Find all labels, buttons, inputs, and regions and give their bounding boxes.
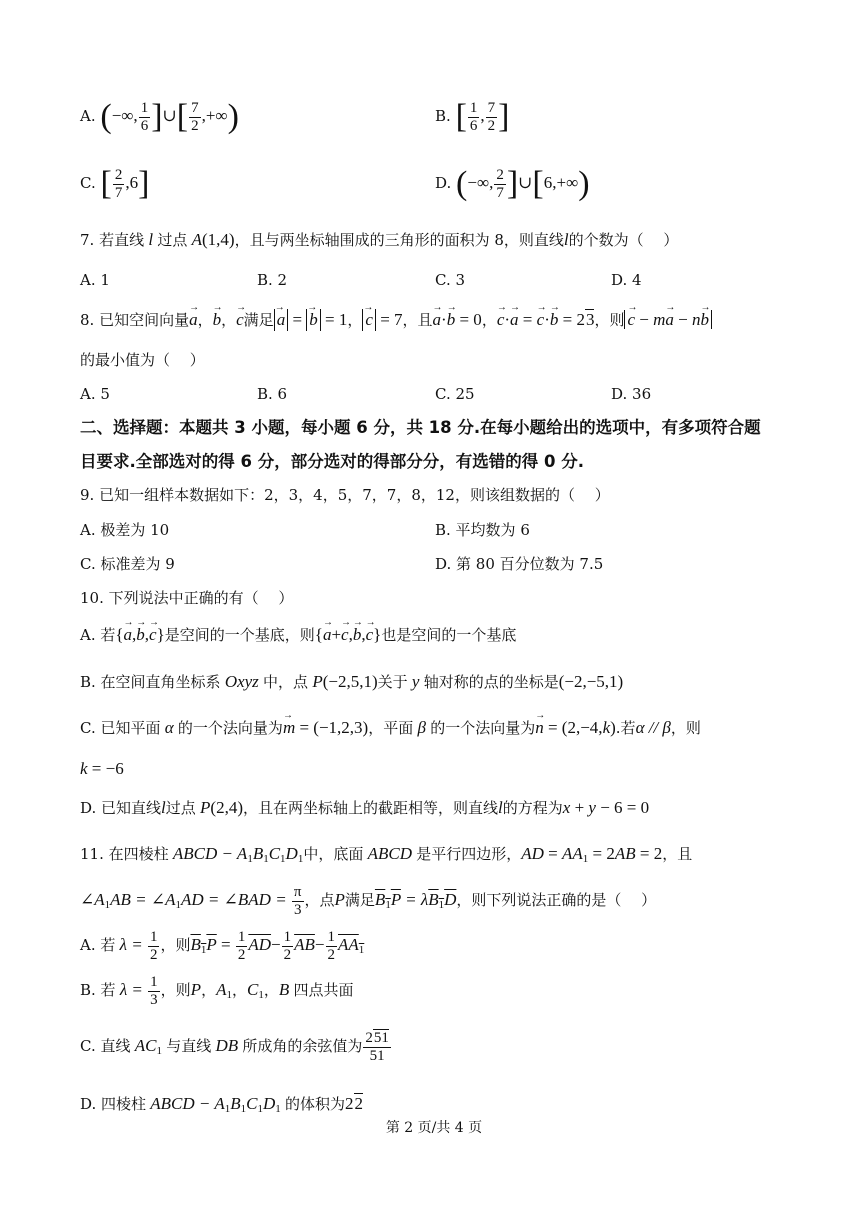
q11-option-c: C. 直线 $AC_1$ 与直线 DB 所成角的余弦值为 $\frac{251}{51}$ (80, 1029, 389, 1064)
q10-stem: 10. 下列说法中正确的有（ ） (80, 589, 294, 607)
q11-option-a: A. 若 λ = $\frac{1}{2}$ ，则$B_1P$ = $\frac{1}{2}$ $\overline{AD}-$ $\frac{1}{2}$ $\overline{AB}-$ $\frac{1}{2}$ $AA_1$ (80, 928, 365, 963)
q7-stem: 7. 若直线 l 过点 A(1,4)，且与两坐标轴围成的三角形的面积为 8，则直线l的个数为（ ） (80, 230, 679, 249)
q8-option-b: B. 6 (257, 385, 288, 403)
q11-option-d: D. 四棱柱 ABCD − $A_1B_1C_1D_1$ 的体积为22 (80, 1094, 363, 1115)
section-2-heading: 二、选择题：本题共 3 小题，每小题 6 分，共 18 分.在每小题给出的选项中，有多项符合题 (80, 418, 761, 437)
q8-stem: 8. 已知空间向量→ a，→ b，→ c满足 → a = → b = 1， → c = 7，且→ a·→ b = 0，→ c·→ a = → c·→ b = 23，则 → c − m→ a − n→ b (80, 309, 712, 331)
q11-option-b: B. 若 λ = $\frac{1}{3}$ ，则P，$A_1$，$C_1$，B 四点共面 (80, 973, 354, 1008)
q6-option-d: D. (−∞, $\frac{2}{7}$ ]∪[6,+∞) (435, 165, 590, 202)
q10-option-a: A. 若{→ a,→ b,→ c}是空间的一个基底，则{→ a+→ c,→ b,→ c}也是空间的一个基底 (80, 624, 516, 646)
q8-option-d: D. 36 (611, 385, 652, 403)
page-footer: 第 2 页/共 4 页 (385, 1120, 483, 1136)
q10-option-c: C. 已知平面 α 的一个法向量为→ m = (−1,2,3)，平面 β 的一个法向量为→ n = (2,−4,k).若α // β，则 (80, 717, 701, 739)
q7-option-a: A. 1 (80, 271, 110, 289)
q9-option-b: B. 平均数为 6 (435, 521, 530, 539)
q7-option-d: D. 4 (611, 271, 642, 289)
q8-option-c: C. 25 (435, 385, 475, 403)
section-2-heading-line2: 目要求.全部选对的得 6 分，部分选对的得部分分，有选错的得 0 分. (80, 452, 584, 471)
q11-stem-line2: $\angle A_1AB$ = $\angle A_1AD$ = ∠BAD = $\frac{\pi}{3}$ ，点P满足$B_1P = \lambda B_1D$，则下列说法正确的是（ ） (80, 883, 657, 918)
q9-option-d: D. 第 80 百分位数为 7.5 (435, 555, 604, 573)
q6-option-a: A. (−∞, $\frac{1}{6}$ ]∪[ $\frac{7}{2}$ ,+∞) (80, 98, 239, 135)
q9-stem: 9. 已知一组样本数据如下：2，3，4，5，7，7，8，12，则该组数据的（ ） (80, 486, 610, 504)
q10-option-d: D. 已知直线l过点 P(2,4)，且在两坐标轴上的截距相等，则直线l的方程为x + y − 6 = 0 (80, 798, 650, 817)
q9-option-a: A. 极差为 10 (80, 521, 170, 539)
q6-option-c: C. [ $\frac{2}{7}$ ,6] (80, 165, 150, 202)
q10-option-b: B. 在空间直角坐标系 Oxyz 中，点 P(−2,5,1)关于 y 轴对称的点的坐标是(−2,−5,1) (80, 672, 624, 691)
q6-option-b: B. [ $\frac{1}{6}$ , $\frac{7}{2}$ ] (435, 98, 510, 135)
q8-stem-line2: 的最小值为（ ） (80, 351, 205, 369)
q7-option-b: B. 2 (257, 271, 288, 289)
q7-option-c: C. 3 (435, 271, 466, 289)
q8-option-a: A. 5 (80, 385, 110, 403)
q9-option-c: C. 标准差为 9 (80, 555, 175, 573)
q11-stem: 11. 在四棱柱 ABCD − $A_1B_1C_1D_1$中，底面 ABCD 是平行四边形，AD = $AA_1 = 2AB = 2$，且 (80, 844, 693, 865)
q10-option-c-line2: k = −6 (80, 759, 124, 778)
